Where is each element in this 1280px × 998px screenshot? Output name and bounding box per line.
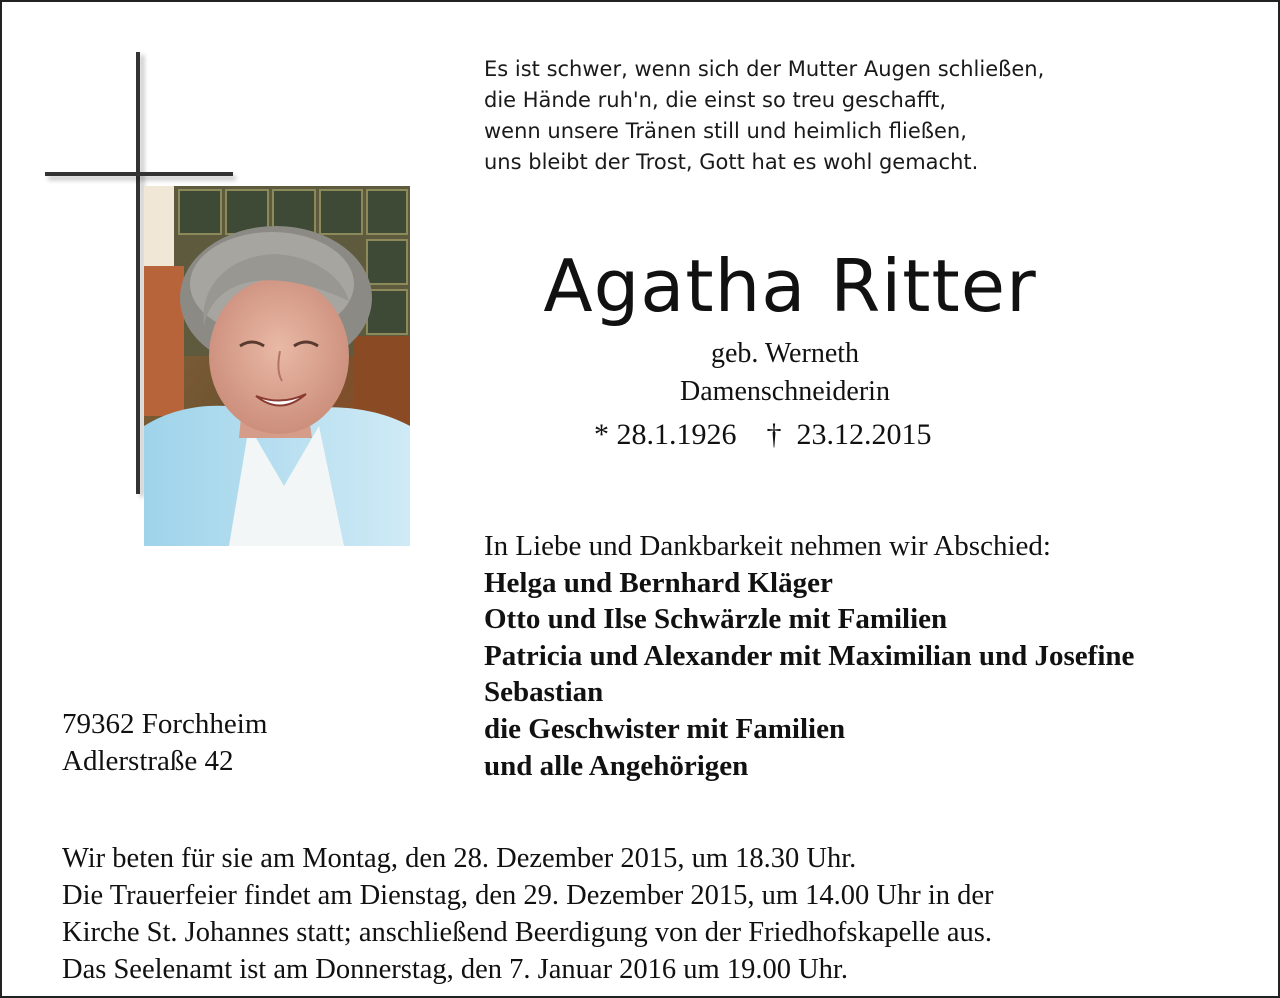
poem-line: uns bleibt der Trost, Gott hat es wohl gemacht. [484, 150, 979, 174]
death-symbol-icon: † [766, 418, 782, 451]
mourner-entry: Patricia und Alexander mit Maximilian und Josefine [484, 639, 1135, 672]
poem-line: Es ist schwer, wenn sich der Mutter Augen schließen, [484, 57, 1045, 81]
mourner-entry: Otto und Ilse Schwärzle mit Familien [484, 603, 948, 636]
profession: Damenschneiderin [680, 376, 890, 407]
poem-line: die Hände ruh'n, die einst so treu geschafft, [484, 88, 947, 112]
mourner-entry: und alle Angehörigen [484, 749, 749, 782]
death-date: 23.12.2015 [796, 418, 932, 451]
address-street: Adlerstraße 42 [62, 745, 234, 777]
mourners-intro: In Liebe und Dankbarkeit nehmen wir Abschied: [484, 530, 1051, 562]
service-line: Die Trauerfeier findet am Dienstag, den 29. Dezember 2015, um 14.00 Uhr in der [62, 880, 994, 911]
mourner-entry: Sebastian [484, 676, 604, 709]
service-line: Das Seelenamt ist am Donnerstag, den 7. Januar 2016 um 19.00 Uhr. [62, 954, 848, 985]
address-city: 79362 Forchheim [62, 708, 268, 740]
mourner-entry: Helga und Bernhard Kläger [484, 566, 833, 599]
portrait-photo [144, 186, 410, 546]
birth-name: geb. Werneth [710, 338, 860, 369]
service-line: Wir beten für sie am Montag, den 28. Dezember 2015, um 18.30 Uhr. [62, 843, 857, 874]
life-dates [594, 418, 932, 452]
service-line: Kirche St. Johannes statt; anschließend Beerdigung von der Friedhofskapelle aus. [62, 917, 992, 948]
service-info [62, 840, 994, 988]
mourners-list [484, 528, 1134, 784]
deceased-name: Agatha Ritter [543, 244, 1037, 328]
poem [484, 54, 1044, 178]
cross-icon-horizontal [45, 172, 233, 176]
birth-date: * 28.1.1926 [594, 418, 737, 451]
poem-line: wenn unsere Tränen still und heimlich fließen, [484, 119, 967, 143]
mourner-entry: die Geschwister mit Familien [484, 712, 846, 745]
address-block [62, 706, 267, 780]
